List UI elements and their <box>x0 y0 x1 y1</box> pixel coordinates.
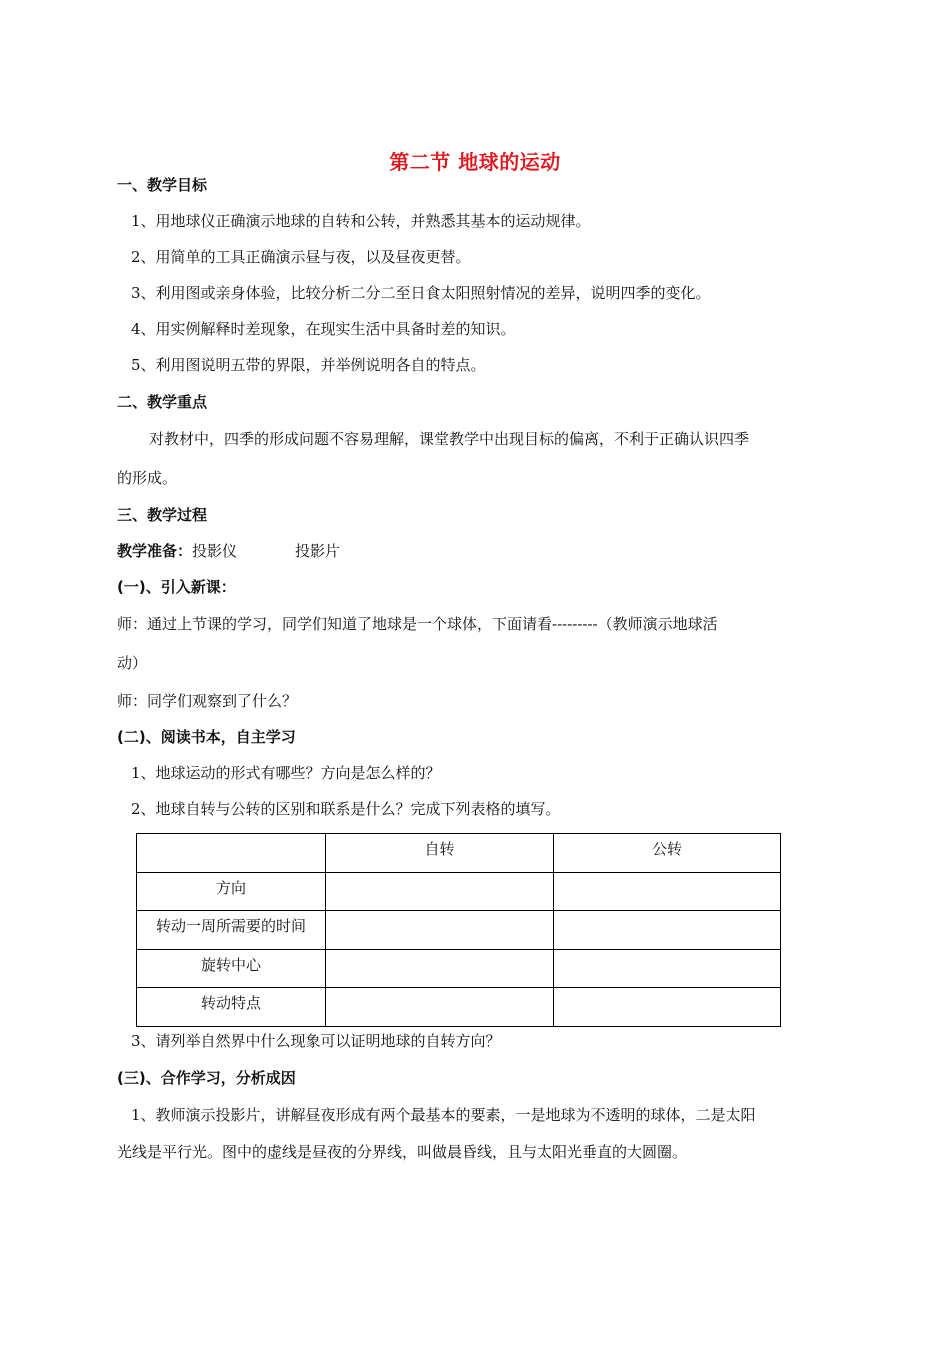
paragraph-line: 1、教师演示投影片，讲解昼夜形成有两个最基本的要素，一是地球为不透明的球体，二是太阳 <box>131 1106 756 1124</box>
document-title: 第二节 地球的运动 <box>389 150 561 174</box>
rotation-revolution-table <box>136 833 781 1027</box>
table-header-cell: 自转 <box>326 834 554 873</box>
paragraph-line: 光线是平行光。图中的虚线是昼夜的分界线，叫做晨昏线，且与太阳光垂直的大圆圈。 <box>117 1143 688 1161</box>
objective-item: 2、用简单的工具正确演示昼与夜，以及昼夜更替。 <box>131 248 471 266</box>
question-item: 2、地球自转与公转的区别和联系是什么？完成下列表格的填写。 <box>131 800 561 818</box>
table-cell <box>554 872 781 911</box>
table-row-label: 转动一周所需要的时间 <box>137 911 326 950</box>
table-row-label: 旋转中心 <box>137 949 326 988</box>
table-row-label: 转动特点 <box>137 988 326 1027</box>
part-heading-introduction: (一)、引入新课： <box>117 578 236 596</box>
preparation-label: 教学准备： <box>117 542 193 560</box>
objective-item: 3、利用图或亲身体验，比较分析二分二至日食太阳照射情况的差异，说明四季的变化。 <box>131 284 711 302</box>
key-points-text: 的形成。 <box>117 469 178 487</box>
table-cell <box>326 911 554 950</box>
section-heading-process: 三、教学过程 <box>117 506 208 524</box>
question-item: 1、地球运动的形式有哪些？方向是怎么样的？ <box>131 764 441 782</box>
table-header-row <box>137 834 781 873</box>
preparation-line <box>117 540 340 562</box>
part-heading-self-study: (二)、阅读书本，自主学习 <box>117 728 296 746</box>
dialogue-line: 师：同学们观察到了什么？ <box>117 692 298 710</box>
table-cell <box>326 872 554 911</box>
table-cell <box>554 949 781 988</box>
table-cell <box>554 911 781 950</box>
dialogue-line: 师：通过上节课的学习，同学们知道了地球是一个球体，下面请看---------（教师演示地球活 <box>117 615 718 633</box>
question-item: 3、请列举自然界中什么现象可以证明地球的自转方向？ <box>131 1032 501 1050</box>
table-cell <box>326 949 554 988</box>
table-row <box>137 949 781 988</box>
objective-item: 4、用实例解释时差现象，在现实生活中具备时差的知识。 <box>131 320 516 338</box>
preparation-item: 投影片 <box>295 542 341 560</box>
objective-item: 5、利用图说明五带的界限，并举例说明各自的特点。 <box>131 356 486 374</box>
table-header-cell <box>137 834 326 873</box>
section-heading-key-points: 二、教学重点 <box>117 393 208 411</box>
table-row <box>137 872 781 911</box>
table-cell <box>326 988 554 1027</box>
key-points-text: 对教材中，四季的形成问题不容易理解，课堂教学中出现目标的偏离，不利于正确认识四季 <box>149 430 750 448</box>
table-cell <box>554 988 781 1027</box>
objective-item: 1、用地球仪正确演示地球的自转和公转，并熟悉其基本的运动规律。 <box>131 212 591 230</box>
table-row <box>137 988 781 1027</box>
table-row <box>137 911 781 950</box>
dialogue-line: 动） <box>117 654 148 672</box>
section-heading-objectives: 一、教学目标 <box>117 176 208 194</box>
part-heading-cooperative-study: (三)、合作学习，分析成因 <box>117 1069 296 1087</box>
preparation-item: 投影仪 <box>192 542 238 560</box>
table-header-cell: 公转 <box>554 834 781 873</box>
table-row-label: 方向 <box>137 872 326 911</box>
